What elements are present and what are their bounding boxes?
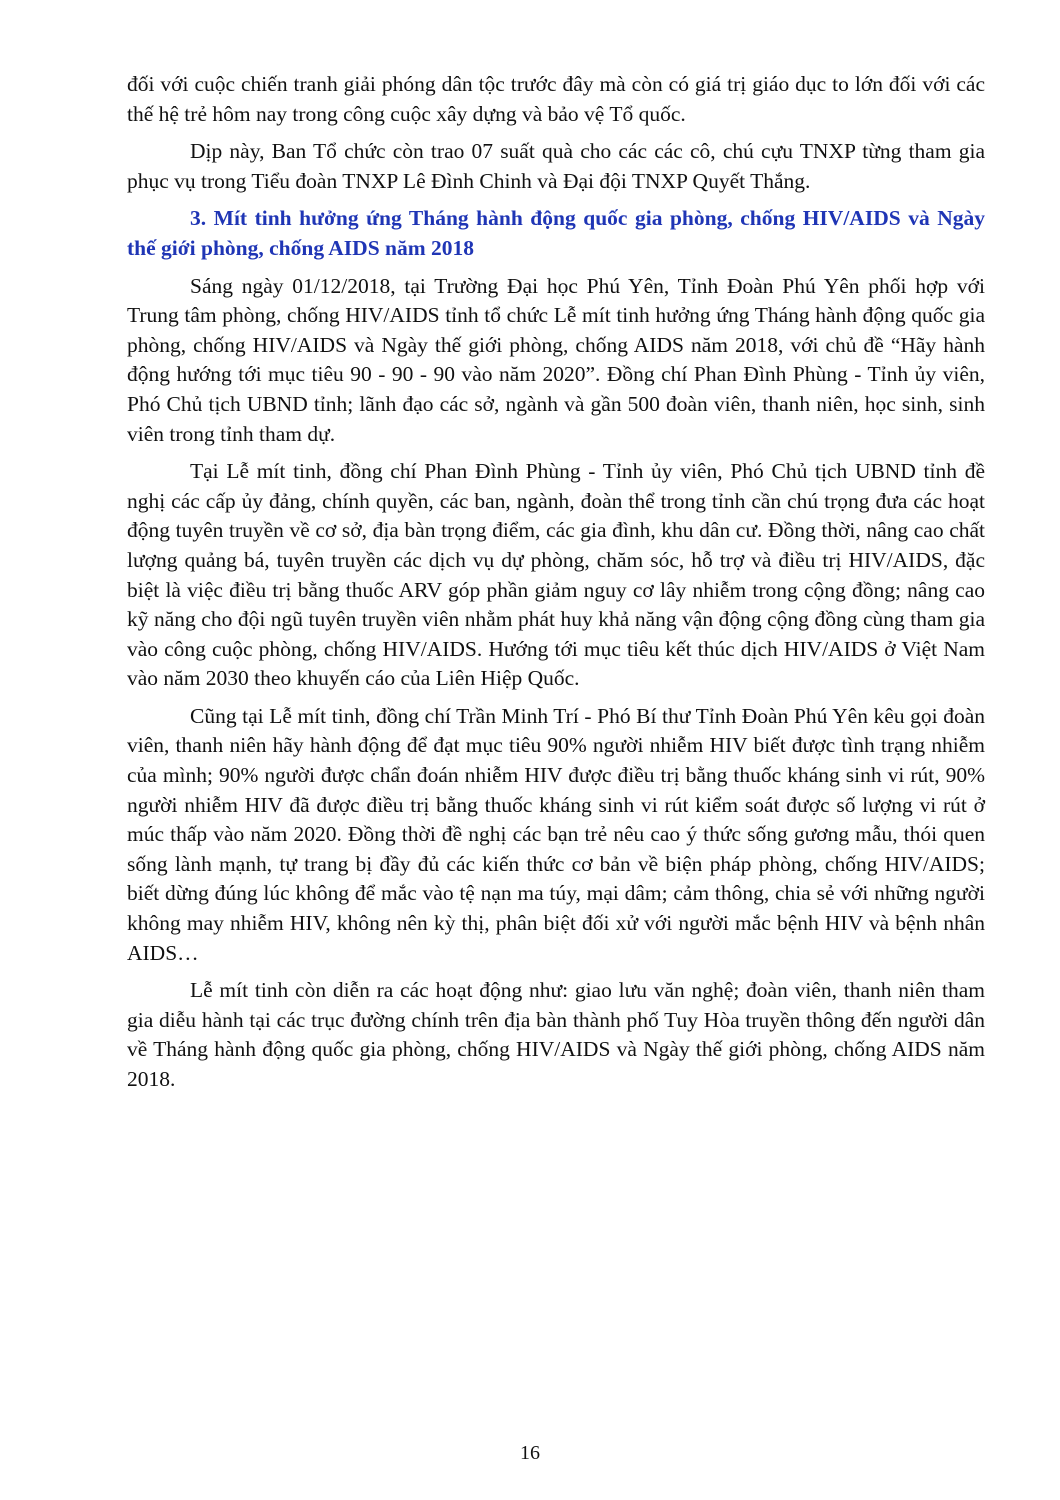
page-number: 16	[520, 1442, 540, 1464]
paragraph-continuation: đối với cuộc chiến tranh giải phóng dân tộc trước đây mà còn có giá trị giáo dục to lớn đối với các thế hệ trẻ hôm nay trong công cuộc xây dựng và bảo vệ Tổ quốc.	[127, 72, 985, 126]
document-page	[127, 70, 985, 1103]
paragraph-vice-chairman-speech: Tại Lễ mít tinh, đồng chí Phan Đình Phùng - Tỉnh ủy viên, Phó Chủ tịch UBND tỉnh đề nghị các cấp ủy đảng, chính quyền, các ban, ngành, đoàn thể trong tỉnh cần chú trọng đưa các hoạt động tuyên truyền về cơ sở, địa bàn trọng điểm, các gia đình, khu dân cư. Đồng thời, nâng cao chất lượng quảng bá, tuyên truyền các dịch vụ dự phòng, chăm sóc, hỗ trợ và điều trị HIV/AIDS, đặc biệt là việc điều trị bằng thuốc ARV góp phần giảm nguy cơ lây nhiễm trong cộng đồng; nâng cao kỹ năng cho đội ngũ tuyên truyền viên nhằm phát huy khả năng vận động cộng đồng cùng tham gia vào công cuộc phòng, chống HIV/AIDS. Hướng tới mục tiêu kết thúc dịch HIV/AIDS ở Việt Nam vào năm 2030 theo khuyến cáo của Liên Hiệp Quốc.	[127, 459, 985, 691]
paragraph-morning-event: Sáng ngày 01/12/2018, tại Trường Đại học Phú Yên, Tỉnh Đoàn Phú Yên phối hợp với Trung tâm phòng, chống HIV/AIDS tỉnh tổ chức Lễ mít tinh hưởng ứng Tháng hành động quốc gia phòng, chống HIV/AIDS và Ngày thế giới phòng, chống AIDS năm 2018, với chủ đề “Hãy hành động hướng tới mục tiêu 90 - 90 - 90 vào năm 2020”. Đồng chí Phan Đình Phùng - Tỉnh ủy viên, Phó Chủ tịch UBND tỉnh; lãnh đạo các sở, ngành và gần 500 đoàn viên, thanh niên, học sinh, sinh viên trong tỉnh tham dự.	[127, 273, 985, 446]
paragraph-youth-call: Cũng tại Lễ mít tinh, đồng chí Trần Minh Trí - Phó Bí thư Tỉnh Đoàn Phú Yên kêu gọi đoàn viên, thanh niên hãy hành động để đạt mục tiêu 90% người nhiễm HIV biết được tình trạng nhiễm của mình; 90% người được chẩn đoán nhiễm HIV được điều trị bằng thuốc kháng sinh vi rút, 90% người nhiễm HIV đã được điều trị bằng thuốc kháng sinh vi rút kiểm soát được số lượng vi rút ở múc thấp vào năm 2020. Đồng thời đề nghị các bạn trẻ nêu cao ý thức sống gương mẫu, thói quen sống lành mạnh, tự trang bị đầy đủ các kiến thức cơ bản về biện pháp phòng, chống HIV/AIDS; biết dừng đúng lúc không để mắc vào tệ nạn ma túy, mại dâm; cảm thông, chia sẻ với những người không may nhiễm HIV, không nên kỳ thị, phân biệt đối xử với người mắc bệnh HIV và bệnh nhân AIDS…	[127, 703, 985, 965]
section-heading: 3. Mít tinh hưởng ứng Tháng hành động quốc gia phòng, chống HIV/AIDS và Ngày thế giới phòng, chống AIDS năm 2018	[127, 206, 985, 260]
paragraph-gifts: Dịp này, Ban Tổ chức còn trao 07 suất quà cho các các cô, chú cựu TNXP từng tham gia phục vụ trong Tiểu đoàn TNXP Lê Đình Chinh và Đại đội TNXP Quyết Thắng.	[127, 139, 985, 193]
paragraph-activities: Lễ mít tinh còn diễn ra các hoạt động như: giao lưu văn nghệ; đoàn viên, thanh niên tham gia diễu hành tại các trục đường chính trên địa bàn thành phố Tuy Hòa truyền thông đến người dân về Tháng hành động quốc gia phòng, chống HIV/AIDS và Ngày thế giới phòng, chống AIDS năm 2018.	[127, 978, 985, 1091]
